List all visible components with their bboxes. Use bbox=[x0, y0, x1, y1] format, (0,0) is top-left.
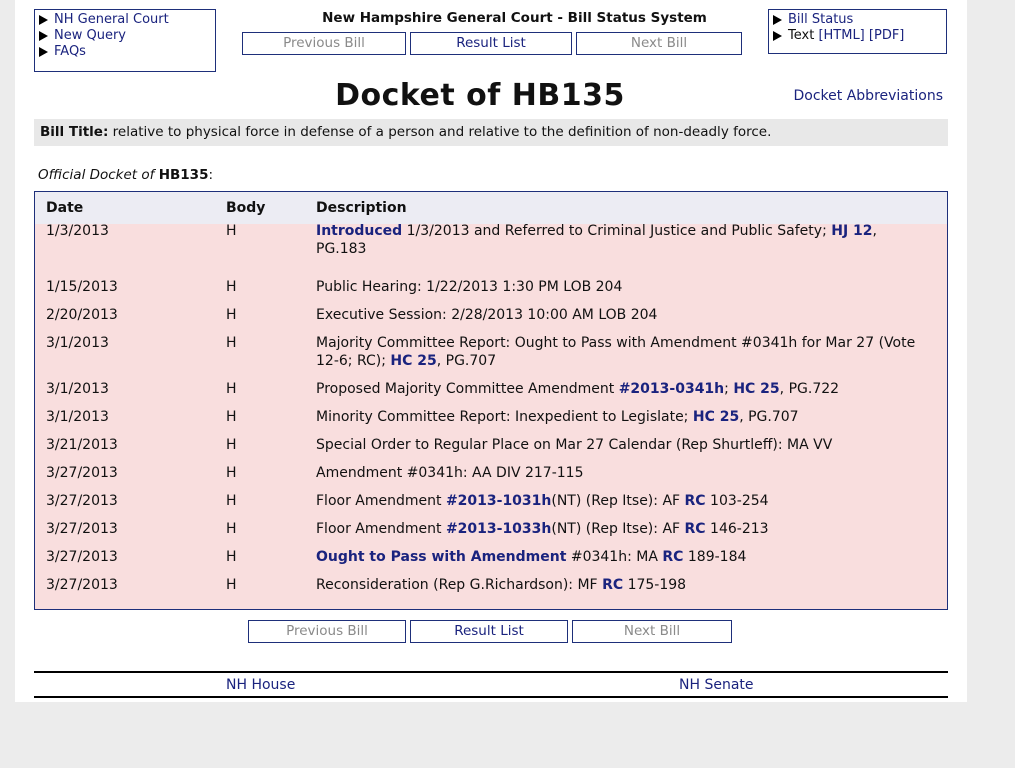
cell-body: H bbox=[226, 465, 237, 481]
docket-abbreviations-link[interactable]: Docket Abbreviations bbox=[793, 88, 943, 104]
description-text: 189-184 bbox=[683, 549, 747, 565]
cell-description bbox=[316, 278, 928, 296]
header-date: Date bbox=[46, 200, 84, 216]
text-label: Text bbox=[788, 28, 815, 43]
docket-link[interactable]: HJ 12 bbox=[831, 223, 873, 239]
nav-item-general-court[interactable] bbox=[39, 12, 211, 28]
table-row bbox=[35, 334, 947, 380]
official-docket-line bbox=[38, 167, 213, 183]
arrow-right-icon bbox=[773, 15, 782, 25]
footer-divider bbox=[34, 696, 948, 698]
cell-description bbox=[316, 492, 928, 510]
nav-item-text bbox=[773, 28, 942, 44]
cell-date: 3/27/2013 bbox=[46, 549, 118, 565]
bottom-button-row bbox=[248, 620, 736, 643]
cell-description bbox=[316, 222, 928, 258]
table-row bbox=[35, 436, 947, 464]
table-header bbox=[35, 192, 947, 224]
description-text: , PG.183 bbox=[316, 223, 877, 257]
nav-item-faqs[interactable] bbox=[39, 44, 211, 60]
cell-description bbox=[316, 380, 928, 398]
arrow-right-icon bbox=[39, 47, 48, 57]
bill-title-text: relative to physical force in defense of a person and relative to the definition of non-deadly force. bbox=[112, 124, 772, 140]
cell-date: 3/1/2013 bbox=[46, 335, 109, 351]
system-title: New Hampshire General Court - Bill Status System bbox=[322, 10, 707, 26]
cell-date: 3/27/2013 bbox=[46, 465, 118, 481]
text-pdf-link[interactable]: [PDF] bbox=[868, 28, 905, 43]
result-list-button[interactable]: Result List bbox=[410, 32, 572, 55]
docket-link[interactable]: #2013-1033h bbox=[445, 521, 552, 537]
description-text: Special Order to Regular Place on Mar 27 Calendar (Rep Shurtleff): MA VV bbox=[316, 437, 833, 453]
cell-description bbox=[316, 306, 928, 324]
cell-body: H bbox=[226, 307, 237, 323]
table-row bbox=[35, 548, 947, 576]
next-bill-button[interactable]: Next Bill bbox=[576, 32, 742, 55]
cell-date: 2/20/2013 bbox=[46, 307, 118, 323]
previous-bill-button[interactable]: Previous Bill bbox=[242, 32, 406, 55]
cell-body: H bbox=[226, 223, 237, 239]
bill-title-bar bbox=[34, 119, 948, 146]
cell-date: 1/15/2013 bbox=[46, 279, 118, 295]
docket-link[interactable]: #2013-0341h bbox=[618, 381, 725, 397]
docket-link[interactable]: Introduced bbox=[316, 223, 403, 239]
nav-new-query-link[interactable]: New Query bbox=[54, 28, 126, 43]
description-text: Amendment #0341h: AA DIV 217-115 bbox=[316, 465, 584, 481]
cell-body: H bbox=[226, 279, 237, 295]
cell-body: H bbox=[226, 409, 237, 425]
table-row bbox=[35, 380, 947, 408]
cell-date: 3/21/2013 bbox=[46, 437, 118, 453]
nh-house-link[interactable]: NH House bbox=[226, 677, 296, 693]
description-text: Minority Committee Report: Inexpedient to Legislate; bbox=[316, 409, 693, 425]
nh-senate-link[interactable]: NH Senate bbox=[679, 677, 754, 693]
description-text: Majority Committee Report: Ought to Pass with Amendment #0341h for Mar 27 (Vote 12-6; RC); bbox=[316, 335, 916, 369]
docket-link[interactable]: HC 25 bbox=[692, 409, 740, 425]
description-text: Floor Amendment bbox=[316, 521, 446, 537]
table-row bbox=[35, 278, 947, 306]
description-text: , PG.707 bbox=[436, 353, 497, 369]
cell-date: 3/27/2013 bbox=[46, 577, 118, 593]
docket-link[interactable]: #2013-1031h bbox=[445, 493, 552, 509]
description-text: (NT) (Rep Itse): AF bbox=[551, 493, 685, 509]
bill-status-link[interactable]: Bill Status bbox=[788, 12, 854, 27]
header-description: Description bbox=[316, 200, 407, 216]
nav-faqs-link[interactable]: FAQs bbox=[54, 44, 86, 59]
next-bill-button-bottom[interactable]: Next Bill bbox=[572, 620, 732, 643]
cell-description bbox=[316, 436, 928, 454]
docket-link[interactable]: Ought to Pass with Amendment bbox=[316, 549, 567, 565]
description-text: 146-213 bbox=[705, 521, 769, 537]
table-row bbox=[35, 408, 947, 436]
docket-link[interactable]: RC bbox=[684, 521, 706, 537]
text-html-link[interactable]: [HTML] bbox=[818, 28, 865, 43]
official-docket-bill-id: HB135 bbox=[158, 167, 209, 183]
docket-link[interactable]: HC 25 bbox=[390, 353, 437, 369]
cell-date: 3/1/2013 bbox=[46, 381, 109, 397]
docket-table bbox=[34, 191, 948, 610]
cell-body: H bbox=[226, 549, 237, 565]
cell-body: H bbox=[226, 521, 237, 537]
description-text: , PG.707 bbox=[739, 409, 799, 425]
nav-item-new-query[interactable] bbox=[39, 28, 211, 44]
table-row bbox=[35, 222, 947, 268]
official-docket-prefix: Official Docket of bbox=[38, 167, 155, 183]
description-text: , PG.722 bbox=[779, 381, 840, 397]
nav-right-box bbox=[768, 9, 947, 54]
description-text: #0341h: MA bbox=[566, 549, 663, 565]
nav-left-box bbox=[34, 9, 216, 72]
cell-body: H bbox=[226, 381, 237, 397]
cell-date: 3/27/2013 bbox=[46, 521, 118, 537]
header-body: Body bbox=[226, 200, 266, 216]
docket-link[interactable]: RC bbox=[602, 577, 624, 593]
description-text: ; bbox=[724, 381, 734, 397]
cell-body: H bbox=[226, 577, 237, 593]
description-text: Reconsideration (Rep G.Richardson): MF bbox=[316, 577, 603, 593]
cell-date: 1/3/2013 bbox=[46, 223, 109, 239]
description-text: Floor Amendment bbox=[316, 493, 446, 509]
previous-bill-button-bottom[interactable]: Previous Bill bbox=[248, 620, 406, 643]
cell-date: 3/27/2013 bbox=[46, 493, 118, 509]
cell-body: H bbox=[226, 437, 237, 453]
cell-date: 3/1/2013 bbox=[46, 409, 109, 425]
cell-description bbox=[316, 408, 928, 426]
docket-link[interactable]: RC bbox=[662, 549, 684, 565]
docket-link[interactable]: RC bbox=[684, 493, 706, 509]
description-text: Proposed Majority Committee Amendment bbox=[316, 381, 619, 397]
cell-body: H bbox=[226, 335, 237, 351]
arrow-right-icon bbox=[773, 31, 782, 41]
cell-description bbox=[316, 576, 928, 594]
description-text: 1/3/2013 and Referred to Criminal Justice and Public Safety; bbox=[402, 223, 832, 239]
bill-title-label: Bill Title: bbox=[40, 124, 109, 140]
nav-general-court-link[interactable]: NH General Court bbox=[54, 12, 169, 27]
top-button-row bbox=[242, 32, 746, 55]
page bbox=[15, 0, 967, 702]
table-row bbox=[35, 306, 947, 334]
cell-description bbox=[316, 520, 928, 538]
table-row bbox=[35, 464, 947, 492]
official-docket-suffix: : bbox=[208, 167, 214, 183]
description-text: Executive Session: 2/28/2013 10:00 AM LOB 204 bbox=[316, 307, 658, 323]
cell-description bbox=[316, 548, 928, 566]
footer-divider bbox=[34, 671, 948, 673]
page-title: Docket of HB135 bbox=[335, 78, 625, 113]
docket-link[interactable]: HC 25 bbox=[733, 381, 780, 397]
result-list-button-bottom[interactable]: Result List bbox=[410, 620, 568, 643]
description-text: 175-198 bbox=[623, 577, 687, 593]
cell-body: H bbox=[226, 493, 237, 509]
table-row bbox=[35, 576, 947, 604]
table-row bbox=[35, 492, 947, 520]
arrow-right-icon bbox=[39, 15, 48, 25]
cell-description bbox=[316, 464, 928, 482]
nav-item-bill-status[interactable] bbox=[773, 12, 942, 28]
description-text: (NT) (Rep Itse): AF bbox=[551, 521, 685, 537]
table-row bbox=[35, 520, 947, 548]
description-text: Public Hearing: 1/22/2013 1:30 PM LOB 204 bbox=[316, 279, 623, 295]
description-text: 103-254 bbox=[705, 493, 769, 509]
arrow-right-icon bbox=[39, 31, 48, 41]
cell-description bbox=[316, 334, 928, 370]
